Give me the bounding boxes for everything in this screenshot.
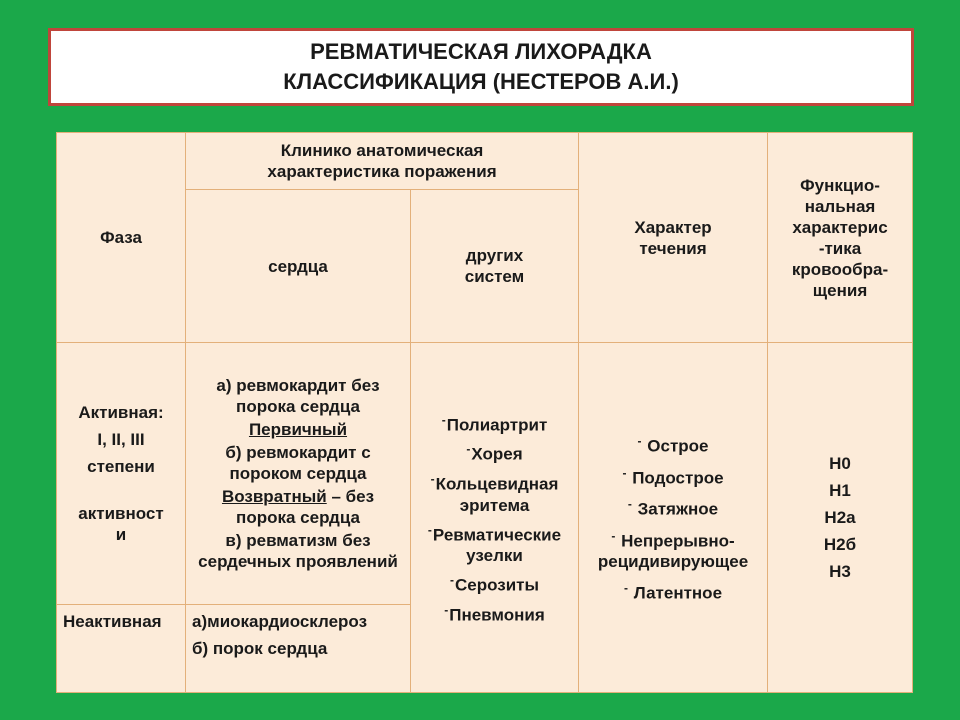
inactive-heart-b: б) порок сердца (192, 639, 328, 658)
functional-item: Н3 (829, 562, 851, 581)
course-item: - Острое (637, 433, 709, 456)
header-phase: Фаза (57, 133, 186, 343)
active-phase-line: и (115, 525, 127, 544)
header-course: Характер течения (579, 133, 768, 343)
heart-item-b: б) ревмокардит с пороком сердца (225, 443, 371, 483)
active-heart-cell (186, 343, 411, 605)
header-clinical: Клинико анатомическая характеристика поражения (186, 133, 579, 190)
spacer (63, 477, 179, 503)
other-system-item: -Серозиты (449, 573, 540, 595)
other-system-item: -Хорея (466, 442, 523, 464)
active-phase-line: активност (78, 504, 164, 523)
title-box (48, 28, 914, 106)
inactive-phase-cell: Неактивная (57, 605, 186, 693)
header-other-systems: других систем (411, 190, 579, 343)
header-functional-line: -тика (818, 238, 862, 258)
heart-primary-label: Первичный (248, 420, 348, 439)
functional-item: Н2а (824, 508, 856, 527)
header-functional-line: щения (812, 280, 868, 300)
inactive-heart-a: а)миокардиосклероз (192, 612, 368, 631)
classification-table (56, 132, 913, 693)
header-functional-line: нальная (804, 196, 876, 216)
title-line-1: РЕВМАТИЧЕСКАЯ ЛИХОРАДКА (310, 39, 652, 64)
header-heart: сердца (186, 190, 411, 343)
other-system-item: -Кольцевидная эритема (430, 471, 559, 515)
heart-recurrent-label: Возвратный (221, 487, 327, 506)
functional-item: Н2б (823, 535, 857, 554)
other-systems-cell (411, 343, 579, 693)
header-functional-line: кровообра- (791, 259, 889, 279)
functional-cell (768, 343, 913, 693)
inactive-heart-cell (186, 605, 411, 693)
title-line-2: КЛАССИФИКАЦИЯ (НЕСТЕРОВ А.И.) (283, 69, 679, 94)
other-system-item: -Пневмония (444, 602, 545, 625)
header-functional-line: характерис (792, 217, 888, 237)
header-functional-line: Функцио- (800, 175, 880, 195)
active-phase-line: Активная: (78, 403, 164, 422)
heart-item-a: а) ревмокардит без порока сердца (216, 376, 380, 416)
active-phase-cell (57, 343, 186, 605)
heart-item-v: в) ревматизм без сердечных проявлений (198, 531, 398, 571)
course-item: - Непрерывно-рецидивирующее (597, 528, 749, 572)
course-cell (579, 343, 768, 693)
course-item: - Латентное (624, 581, 723, 604)
course-item: - Затяжное (627, 497, 719, 519)
other-system-item: -Ревматические узелки (427, 522, 562, 566)
functional-item: Н0 (829, 454, 851, 473)
active-phase-line: I, II, III (97, 430, 145, 449)
active-phase-line: степени (87, 457, 155, 476)
course-item: - Подострое (622, 465, 724, 488)
other-system-item: -Полиартрит (441, 412, 548, 435)
functional-item: Н1 (829, 481, 851, 500)
header-functional (768, 133, 913, 343)
heart-recurrent (198, 486, 398, 528)
heart-recurrent-rest: – без порока сердца (236, 487, 375, 527)
